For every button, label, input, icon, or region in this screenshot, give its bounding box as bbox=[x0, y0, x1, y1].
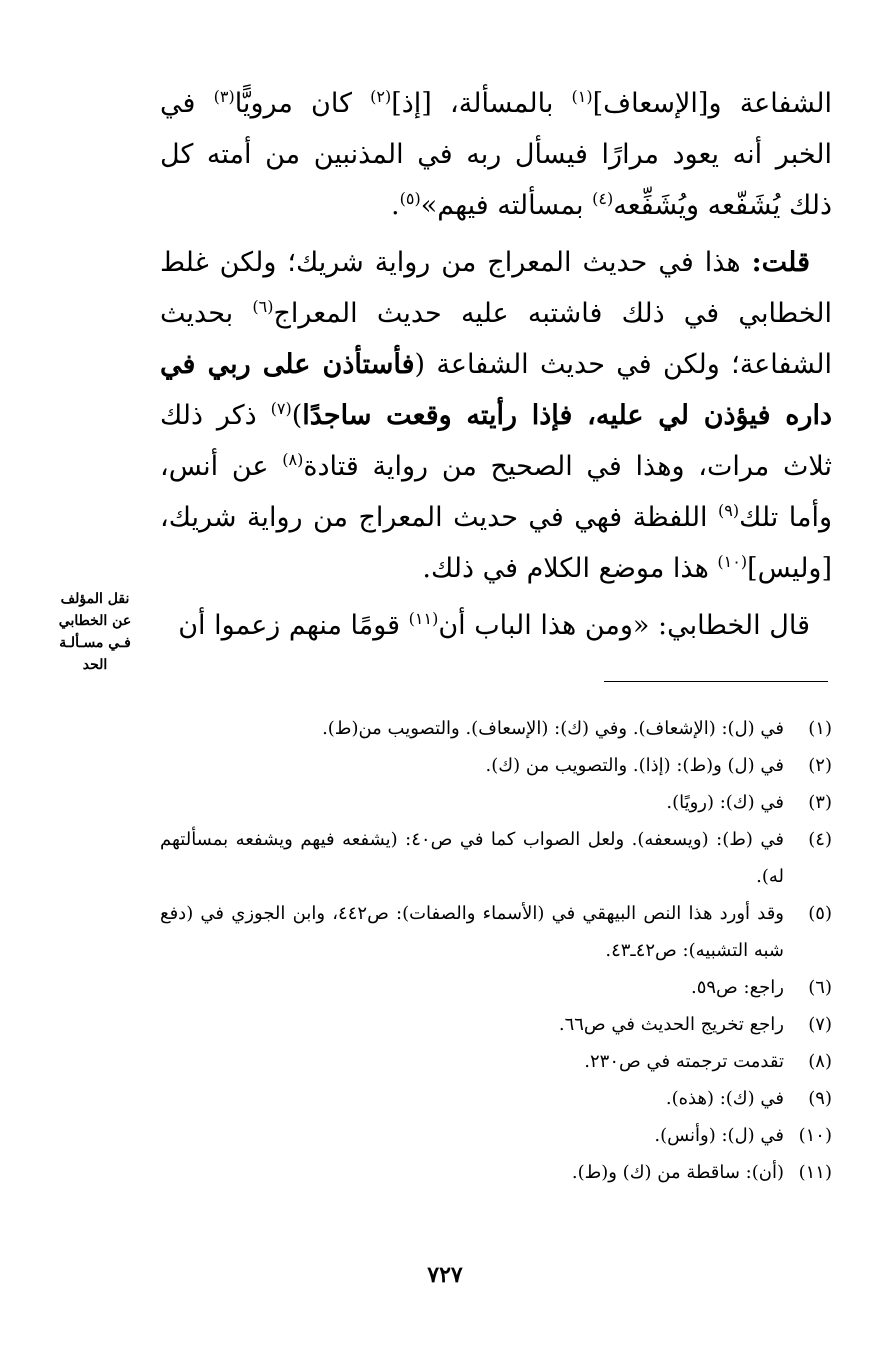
text-segment: هذا في حديث المعراج من رواية شريك؛ ولكن غلط الخطابي في ذلك فاشتبه عليه حديث المعراج bbox=[160, 247, 832, 329]
footnote-number: (٣) bbox=[808, 792, 832, 813]
footnote bbox=[160, 821, 832, 895]
footnote-reference: (٦) bbox=[252, 297, 274, 316]
footnote-text: في (ل) و(ط): (إذا). والتصويب من (ك). bbox=[485, 755, 784, 776]
margin-note-line: الحد bbox=[82, 657, 108, 673]
text-segment: اللفظة فهي في حديث المعراج من رواية شريك، [وليس] bbox=[160, 502, 832, 584]
footnote bbox=[160, 1117, 832, 1154]
footnote-number: (١١) bbox=[798, 1162, 832, 1183]
footnote-text: في (ك): (هذه). bbox=[665, 1088, 784, 1109]
text-segment: عن أنس، وأما تلك bbox=[160, 451, 832, 533]
footnote-text: راجع تخريج الحديث في ص٦٦. bbox=[558, 1014, 784, 1035]
footnote-number: (٩) bbox=[808, 1088, 832, 1109]
text-segment: قلت: bbox=[751, 247, 810, 278]
page-number: ٧٢٧ bbox=[427, 1262, 463, 1288]
text-segment: قومًا منهم زعموا أن bbox=[178, 610, 409, 641]
footnote-reference: (١١) bbox=[408, 609, 439, 628]
footnote bbox=[160, 1080, 832, 1117]
paragraph bbox=[160, 78, 832, 231]
footnote-number: (٥) bbox=[808, 903, 832, 924]
footnote-number: (١٠) bbox=[798, 1125, 832, 1146]
footnote-number: (٧) bbox=[808, 1014, 832, 1035]
footnote-text: راجع: ص٥٩. bbox=[690, 977, 784, 998]
footnote-reference: (٤) bbox=[592, 189, 614, 208]
text-segment: . bbox=[391, 190, 400, 221]
text-segment: في الخبر أنه يعود مرارًا فيسأل ربه في المذنبين من أمته كل ذلك يُشَفّعه ويُشَفِّعه bbox=[160, 88, 832, 221]
footnote bbox=[160, 747, 832, 784]
footnote-reference: (٨) bbox=[282, 450, 304, 469]
footnote bbox=[160, 1043, 832, 1080]
footnote-reference: (٧) bbox=[270, 399, 292, 418]
footnote-text: في (ك): (رويًا). bbox=[666, 792, 784, 813]
margin-note bbox=[50, 588, 140, 676]
footnote bbox=[160, 969, 832, 1006]
footnote bbox=[160, 710, 832, 747]
footnote-number: (٢) bbox=[808, 755, 832, 776]
footnote-number: (٨) bbox=[808, 1051, 832, 1072]
footnote bbox=[160, 1006, 832, 1043]
footnote-number: (٦) bbox=[808, 977, 832, 998]
footnote bbox=[160, 784, 832, 821]
margin-note-line: نقل المؤلف bbox=[60, 591, 130, 607]
text-segment: ذكر ذلك ثلاث مرات، وهذا في الصحيح من رواية قتادة bbox=[160, 400, 832, 482]
footnote-reference: (٥) bbox=[399, 189, 421, 208]
footnote-reference: (٢) bbox=[370, 87, 392, 106]
text-segment: هذا موضع الكلام في ذلك. bbox=[422, 553, 718, 584]
footnote-reference: (١٠) bbox=[717, 552, 748, 571]
text-segment: بحديث الشفاعة؛ ولكن في حديث الشفاعة ( bbox=[160, 298, 832, 380]
text-segment: فأستأذن على ربي في داره فيؤذن لي عليه، فإذا رأيته وقعت ساجدًا bbox=[160, 349, 832, 431]
text-segment: بالمسألة، [إذ] bbox=[391, 88, 572, 119]
footnote-text: في (ط): (ويسعفه). ولعل الصواب كما في ص٤٠: (يشفعه فيهم ويشفعه بمسألتهم له). bbox=[160, 829, 784, 887]
footnote bbox=[160, 1154, 832, 1191]
footnote-text: في (ل): (وأنس). bbox=[654, 1125, 784, 1146]
footnote-text: تقدمت ترجمته في ص٢٣٠. bbox=[584, 1051, 784, 1072]
text-segment: الشفاعة و[الإسعاف] bbox=[592, 88, 832, 119]
footnote-text: في (ل): (الإشعاف). وفي (ك): (الإسعاف). والتصويب من(ط). bbox=[322, 718, 784, 739]
paragraph bbox=[160, 237, 832, 594]
text-segment: ) bbox=[291, 400, 303, 431]
margin-note-line: عن الخطابي bbox=[58, 613, 132, 629]
footnote-text: (أن): ساقطة من (ك) و(ط). bbox=[571, 1162, 784, 1183]
text-segment: قال الخطابي: «ومن هذا الباب أن bbox=[438, 610, 810, 641]
footnote-reference: (١) bbox=[571, 87, 593, 106]
text-segment: كان مرويًّا bbox=[234, 88, 371, 119]
main-text bbox=[160, 78, 832, 651]
footnote-number: (٤) bbox=[808, 829, 832, 850]
footnote-text: وقد أورد هذا النص البيهقي في (الأسماء والصفات): ص٤٤٢، وابن الجوزي في (دفع شبه التشبيه): ص٤٢ـ٤٣. bbox=[160, 903, 784, 961]
footnote-separator bbox=[604, 681, 828, 682]
paragraph bbox=[160, 600, 832, 651]
margin-note-line: فـي مسـألـة bbox=[59, 635, 131, 651]
footnote bbox=[160, 895, 832, 969]
footnote-reference: (٩) bbox=[718, 501, 740, 520]
footnote-number: (١) bbox=[808, 718, 832, 739]
text-segment: بمسألته فيهم» bbox=[420, 190, 593, 221]
footnote-reference: (٣) bbox=[213, 87, 235, 106]
footnotes bbox=[160, 710, 832, 1191]
